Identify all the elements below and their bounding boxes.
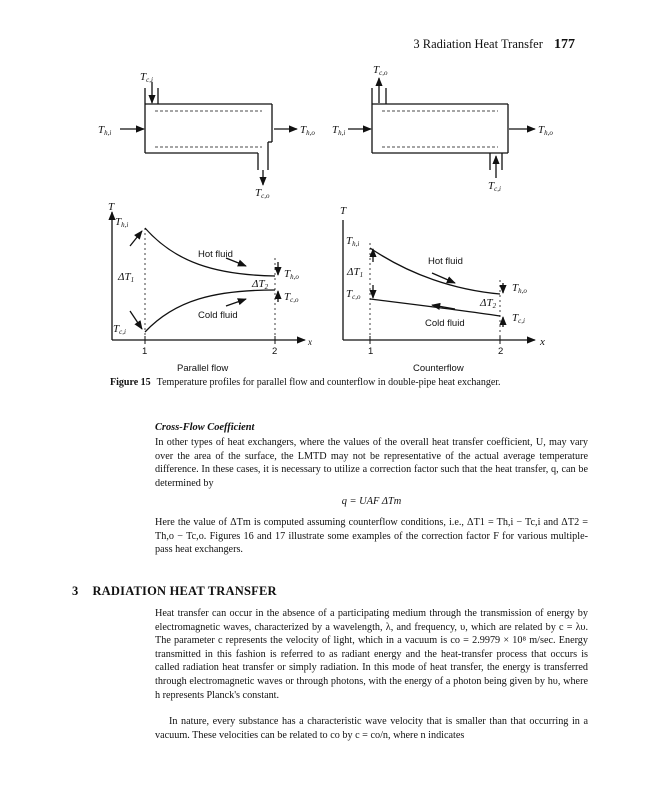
label-tho: T xyxy=(300,124,307,136)
label-tho: T xyxy=(538,124,545,136)
cross-flow-paragraph-2: Here the value of ΔTm is computed assuming counterflow conditions, i.e., ΔT1 = Th,i − Tc,i and ΔT2 = Th,o − Tc,o. Figures 16 and 17 illustrate some examples of the correction factor F for various multiple-pass heat exchangers. xyxy=(155,517,588,556)
plot-title: Counterflow xyxy=(413,363,464,374)
label-tco: T xyxy=(284,291,291,303)
svg-text:Tc,o: Tc,o xyxy=(284,291,299,304)
figure-caption xyxy=(110,377,501,388)
plot-title: Parallel flow xyxy=(177,363,229,374)
y-axis-label: T xyxy=(340,205,347,217)
label-dt2: ΔT xyxy=(252,278,265,290)
label-thi: T xyxy=(98,124,105,136)
label-dt1: ΔT xyxy=(347,266,360,278)
label-tco: T xyxy=(346,288,353,300)
x-axis-label: x xyxy=(308,337,312,347)
svg-text:ΔT1: ΔT1 xyxy=(347,266,364,279)
svg-text:Tc,i: Tc,i xyxy=(488,180,501,193)
section-heading xyxy=(72,584,277,599)
svg-text:Th,o: Th,o xyxy=(512,282,527,295)
section-number: 3 xyxy=(72,584,79,598)
page-number: 177 xyxy=(554,37,575,52)
svg-text:ΔT2: ΔT2 xyxy=(480,297,497,310)
x-axis-label: x xyxy=(540,336,545,348)
hot-fluid-label: Hot fluid xyxy=(428,256,463,267)
tick-2: 2 xyxy=(272,346,278,357)
svg-text:Tc,o: Tc,o xyxy=(255,187,270,200)
y-axis-label: T xyxy=(108,201,115,213)
label-tci: T xyxy=(512,312,519,324)
tick-2: 2 xyxy=(498,346,504,357)
hot-fluid-curve xyxy=(370,248,500,294)
svg-text:Th,i: Th,i xyxy=(332,124,346,137)
svg-text:Th,i: Th,i xyxy=(346,235,360,248)
label-thi: T xyxy=(332,124,339,136)
label-tci: T xyxy=(488,180,495,192)
caption-text: Temperature profiles for parallel flow and counterflow in double-pipe heat exchanger. xyxy=(156,377,501,388)
label-thi: T xyxy=(115,216,122,228)
label-tco: T xyxy=(373,64,380,76)
cold-fluid-label: Cold fluid xyxy=(425,318,465,329)
label-tco: T xyxy=(255,187,262,199)
svg-text:Tc,o: Tc,o xyxy=(346,288,361,301)
label-dt2: ΔT xyxy=(480,297,493,309)
svg-text:Th,o: Th,o xyxy=(300,124,315,137)
label-tci: T xyxy=(140,71,147,83)
cross-flow-paragraph-1: In other types of heat exchangers, where the values of the overall heat transfer coefficient, U, may vary over the area of the surface, the LMTD may not be representative of the actual average temperature difference. In these cases, it is necessary to utilize a correction factor such that the heat transfer, q, can be determined by xyxy=(155,437,588,489)
svg-text:Th,i: Th,i xyxy=(115,216,129,229)
parallel-flow-exchanger-diagram xyxy=(120,82,297,185)
cross-flow-heading: Cross-Flow Coefficient xyxy=(155,422,255,433)
correction-equation: q = UAF ΔTm xyxy=(341,496,402,507)
svg-text:ΔT1: ΔT1 xyxy=(118,271,135,284)
svg-text:Th,o: Th,o xyxy=(538,124,553,137)
hot-fluid-label: Hot fluid xyxy=(198,249,233,260)
svg-text:Tc,i: Tc,i xyxy=(113,323,126,336)
label-tci: T xyxy=(113,323,120,335)
label-tho: T xyxy=(512,282,519,294)
radiation-paragraph-2: In nature, every substance has a characteristic wave velocity that is smaller than that occurring in a vacuum. These velocities can be related to co by c = co/n, where n indicates xyxy=(155,716,588,741)
figure-15 xyxy=(0,0,647,380)
tick-1: 1 xyxy=(368,346,374,357)
running-head-section: 3 Radiation Heat Transfer xyxy=(413,37,543,51)
label-tho: T xyxy=(284,268,291,280)
svg-text:Tc,i: Tc,i xyxy=(140,71,153,84)
radiation-paragraph-1: Heat transfer can occur in the absence of a participating medium through the transmission of energy by electromagnetic waves, characterized by a wavelength, λ, and frequency, υ, which are related by c = λυ. The parameter c represents the velocity of light, which in a vacuum is co = 2.9979 × 10⁸ m/sec. Energy transmitted in this fashion is referred to as radiant energy and the heat-transfer process that occurs is called radiation heat transfer or simply radiation. In this mode of heat transfer, the energy is transferred through electromagnetic waves or through photons, with the energy of a photon being given by hυ, where h represents Planck's constant. xyxy=(155,608,588,701)
svg-text:ΔT2: ΔT2 xyxy=(252,278,269,291)
svg-text:Tc,i: Tc,i xyxy=(512,312,525,325)
tick-1: 1 xyxy=(142,346,148,357)
svg-text:Th,o: Th,o xyxy=(284,268,299,281)
svg-text:Tc,o: Tc,o xyxy=(373,64,388,77)
cold-fluid-label: Cold fluid xyxy=(198,310,238,321)
label-thi: T xyxy=(346,235,353,247)
svg-text:Th,i: Th,i xyxy=(98,124,112,137)
label-dt1: ΔT xyxy=(118,271,131,283)
section-title: RADIATION HEAT TRANSFER xyxy=(92,584,277,598)
figure-label: Figure 15 xyxy=(110,377,151,388)
counterflow-exchanger-diagram xyxy=(348,78,535,178)
parallel-flow-plot xyxy=(112,212,305,343)
